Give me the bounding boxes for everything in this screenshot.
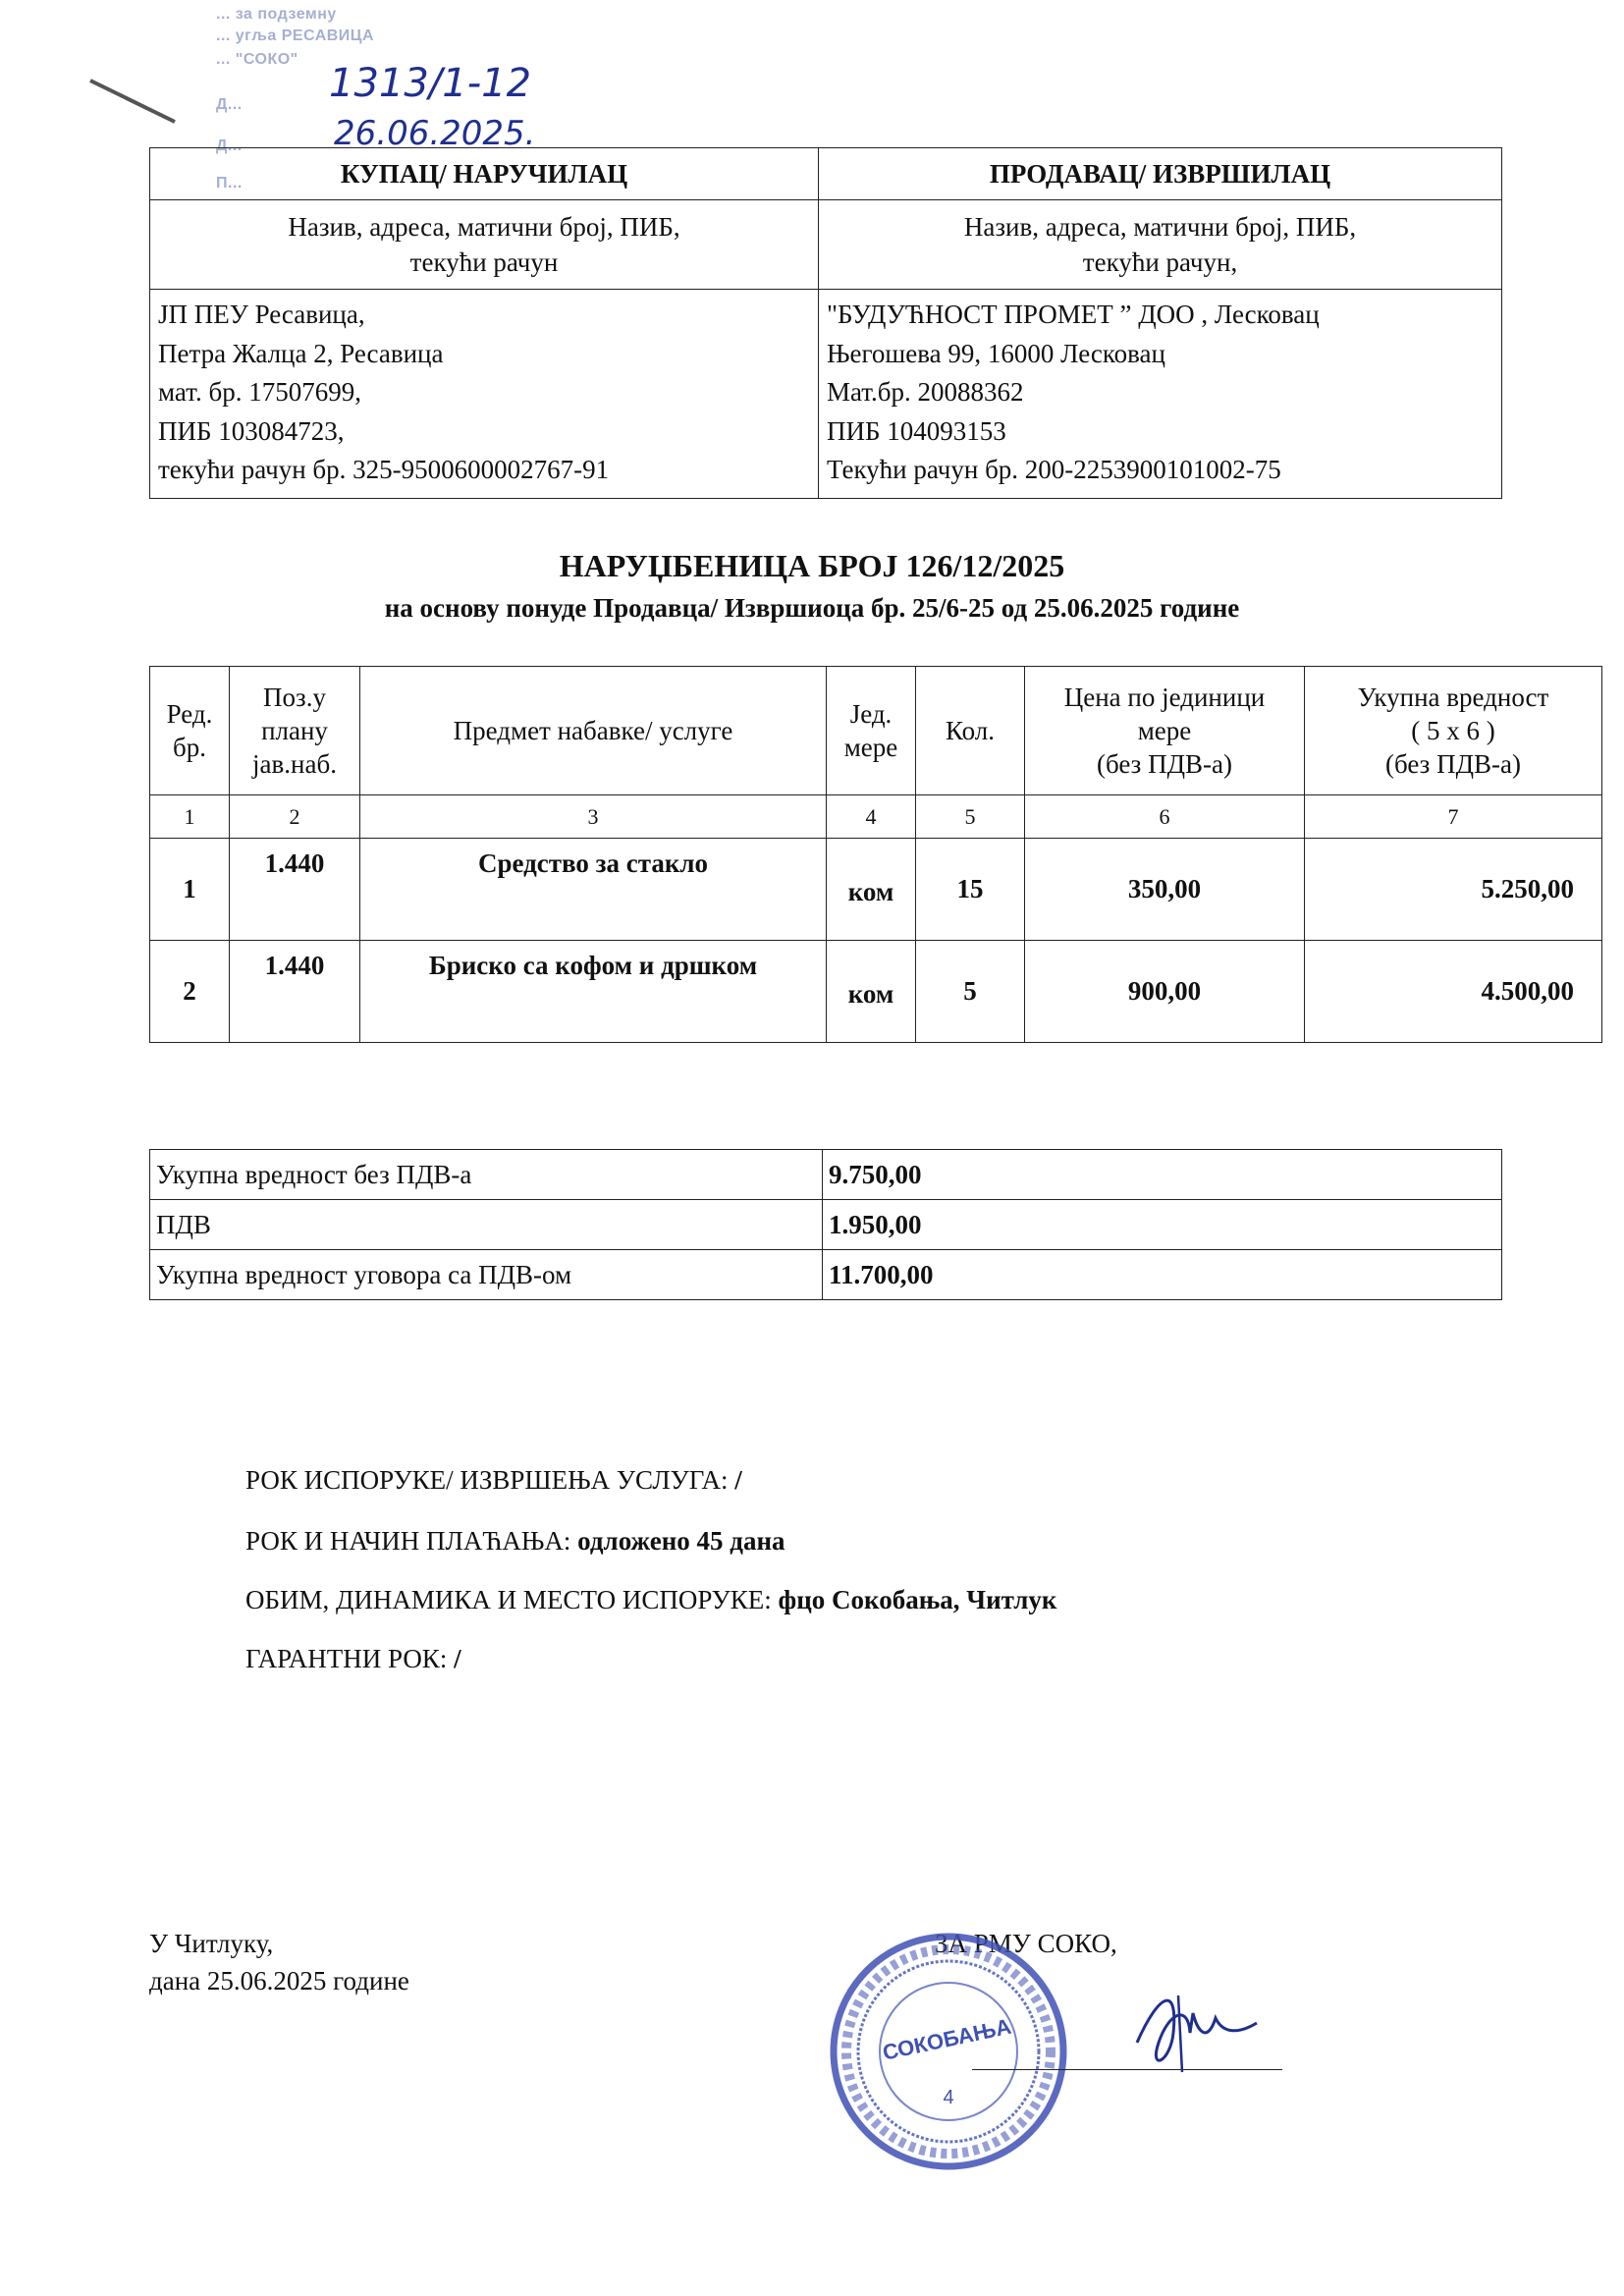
order-subtitle: на основу понуде Продавца/ Извршиоца бр. 25/6-25 од 25.06.2025 године: [384, 593, 1240, 623]
registry-date: 26.06.2025.: [334, 114, 536, 153]
cell-ukupno: 4.500,00: [1305, 941, 1602, 1043]
term-label: РОК ИСПОРУКЕ/ ИЗВРШЕЊА УСЛУГА:: [245, 1465, 735, 1495]
items-table: [149, 666, 1602, 1043]
cell-kol: 15: [916, 839, 1025, 941]
term-value: одложено 45 дана: [577, 1526, 785, 1556]
buyer-details: [150, 290, 819, 499]
cell-kol: 5: [916, 941, 1025, 1043]
pencil-mark-icon: [86, 71, 185, 130]
cell-rb: 2: [150, 941, 230, 1043]
totals-label: Укупна вредност уговора са ПДВ-ом: [150, 1250, 823, 1300]
cell-rb: 1: [150, 839, 230, 941]
buyer-subheader: [150, 200, 819, 290]
table-row: [150, 941, 1602, 1043]
cell-poz: 1.440: [230, 941, 360, 1043]
round-stamp-text: СОКОБАЊА: [880, 2013, 1014, 2065]
totals-label: ПДВ: [150, 1200, 823, 1250]
buyer-detail-line: Петра Жалца 2, Ресавица: [158, 338, 444, 368]
cell-jed: ком: [827, 839, 916, 941]
header-jed: Јед. мере: [827, 667, 916, 795]
column-number-row: [150, 795, 1602, 839]
footer-date: дана 25.06.2025 године: [149, 1966, 409, 1995]
registry-stamp-line: Д...: [216, 96, 243, 113]
registry-stamp-line: П...: [216, 175, 243, 191]
seller-detail-line: Његошева 99, 16000 Лесковац: [827, 338, 1165, 368]
term-label: ОБИМ, ДИНАМИКА И МЕСТО ИСПОРУКЕ:: [245, 1585, 779, 1614]
seller-detail-line: Мат.бр. 20088362: [827, 377, 1024, 407]
scope-term: [245, 1585, 1056, 1615]
totals-label: Укупна вредност без ПДВ-а: [150, 1150, 823, 1200]
term-value: фцо Сокобања, Читлук: [778, 1585, 1057, 1614]
column-number: 6: [1025, 795, 1305, 839]
buyer-subheader-line: Назив, адреса, матични број, ПИБ,: [288, 212, 680, 242]
header-poz: Поз.у плану јав.наб.: [230, 667, 360, 795]
column-number: 2: [230, 795, 360, 839]
column-number: 3: [360, 795, 827, 839]
seller-header: ПРОДАВАЦ/ ИЗВРШИЛАЦ: [819, 148, 1502, 200]
term-value: /: [734, 1465, 742, 1495]
parties-table: [149, 147, 1502, 499]
column-number: 1: [150, 795, 230, 839]
buyer-detail-line: ПИБ 103084723,: [158, 415, 345, 446]
registry-stamp-line: ... за подземну: [216, 6, 337, 23]
registry-stamp-line: Д...: [216, 137, 243, 154]
cell-predmet: Средство за стакло: [360, 839, 827, 941]
cell-ukupno: 5.250,00: [1305, 839, 1602, 941]
term-label: РОК И НАЧИН ПЛАЋАЊА:: [245, 1526, 578, 1556]
cell-jed: ком: [827, 941, 916, 1043]
term-value: /: [454, 1644, 461, 1673]
seller-detail-line: ПИБ 104093153: [827, 415, 1006, 446]
totals-row: [150, 1250, 1502, 1300]
seller-subheader-line: Назив, адреса, матични број, ПИБ,: [963, 212, 1357, 242]
seller-detail-line: "БУДУЋНОСТ ПРОМЕТ ” ДОО , Лесковац: [827, 300, 1320, 329]
registry-number: 1313/1-12: [329, 61, 532, 106]
footer-signatory: ЗА РМУ СОКО,: [935, 1929, 1117, 1958]
buyer-detail-line: ЈП ПЕУ Ресавица,: [158, 300, 365, 329]
buyer-header: КУПАЦ/ НАРУЧИЛАЦ: [150, 148, 819, 200]
totals-value: 9.750,00: [823, 1150, 1502, 1200]
header-rb: Ред. бр.: [150, 667, 230, 795]
seller-detail-line: Текући рачун бр. 200-2253900101002-75: [827, 455, 1281, 484]
header-ukupno: Укупна вредност ( 5 x 6 ) (без ПДВ-а): [1305, 667, 1602, 795]
round-stamp-number: 4: [943, 2087, 954, 2108]
seller-details: [819, 290, 1502, 499]
cell-predmet: Бриско са кофом и дршком: [360, 941, 827, 1043]
buyer-detail-line: мат. бр. 17507699,: [158, 377, 361, 407]
signature-icon: [1119, 1974, 1316, 2082]
delivery-term: [245, 1465, 742, 1496]
cell-cena: 350,00: [1025, 839, 1305, 941]
buyer-subheader-line: текући рачун: [409, 247, 559, 277]
cell-poz: 1.440: [230, 839, 360, 941]
seller-subheader-line: текући рачун,: [1082, 247, 1238, 277]
column-number: 4: [827, 795, 916, 839]
cell-cena: 900,00: [1025, 941, 1305, 1043]
term-label: ГАРАНТНИ РОК:: [245, 1644, 455, 1673]
table-row: [150, 839, 1602, 941]
items-header-row: [150, 667, 1602, 795]
totals-row: [150, 1200, 1502, 1250]
order-title: НАРУЏБЕНИЦА БРОЈ 126/12/2025: [559, 548, 1065, 583]
footer-place: У Читлуку,: [149, 1929, 274, 1958]
registry-stamp-line: ... угља РЕСАВИЦА: [216, 27, 375, 44]
totals-value: 1.950,00: [823, 1200, 1502, 1250]
payment-term: [245, 1526, 785, 1557]
registry-stamp-line: ... "СОКО": [216, 51, 298, 68]
seller-subheader: [819, 200, 1502, 290]
totals-row: [150, 1150, 1502, 1200]
header-kol: Кол.: [916, 667, 1025, 795]
totals-table: [149, 1149, 1502, 1300]
totals-value: 11.700,00: [823, 1250, 1502, 1300]
column-number: 7: [1305, 795, 1602, 839]
header-predmet: Предмет набавке/ услуге: [360, 667, 827, 795]
round-stamp-icon: [828, 1931, 1069, 2172]
buyer-detail-line: текући рачун бр. 325-9500600002767-91: [158, 455, 610, 484]
warranty-term: [245, 1644, 461, 1674]
column-number: 5: [916, 795, 1025, 839]
header-cena: Цена по јединици мере (без ПДВ-а): [1025, 667, 1305, 795]
